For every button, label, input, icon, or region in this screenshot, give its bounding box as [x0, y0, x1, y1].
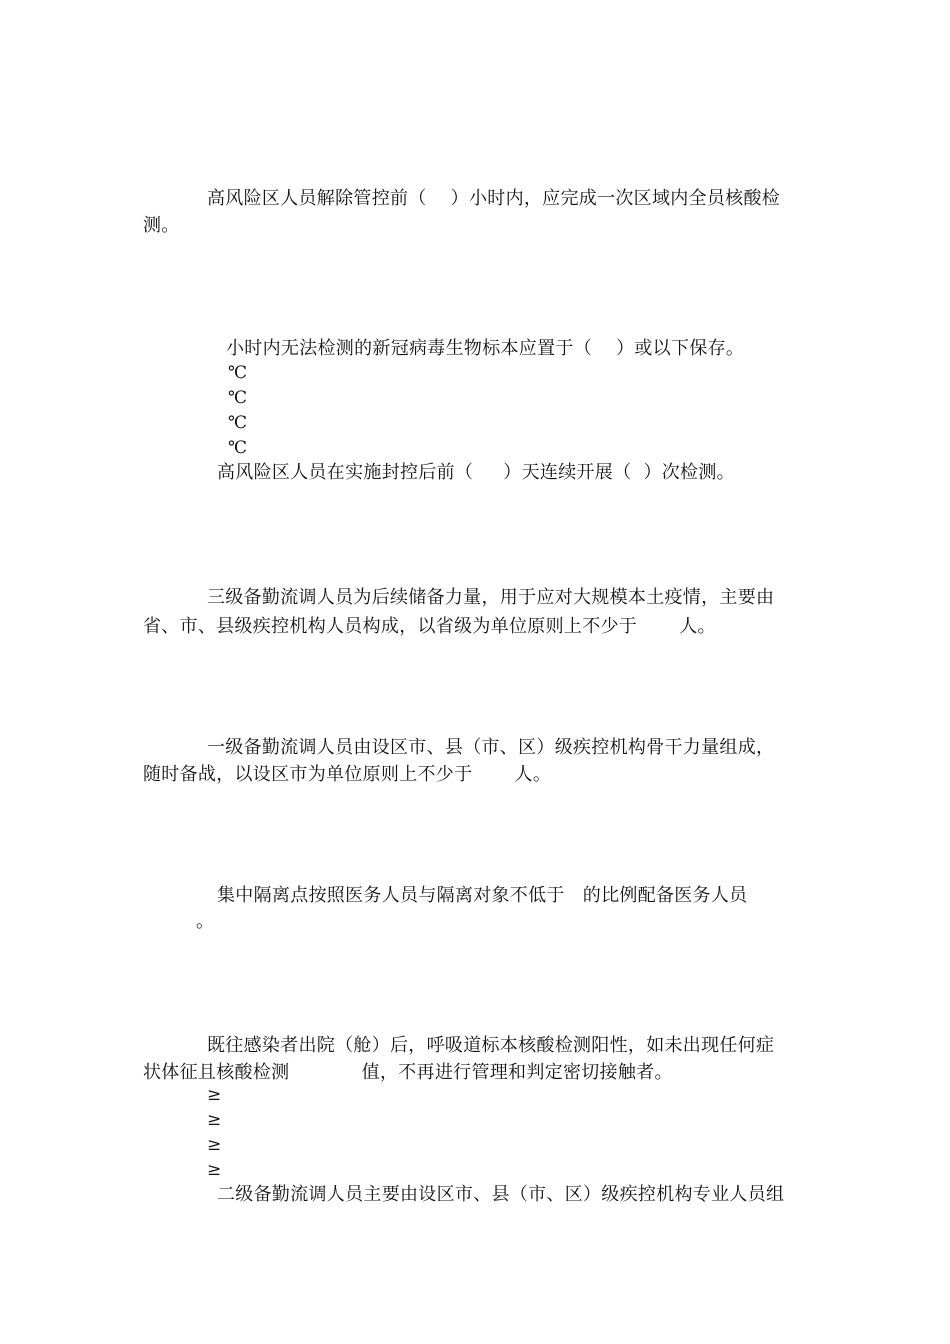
question-6-line-2: 。 [196, 911, 215, 932]
question-7-option-b: ≥ [207, 1110, 222, 1130]
question-1-line-2: 测。 [143, 215, 180, 236]
question-4-line-1: 三级备勤流调人员为后续储备力量，用于应对大规模本土疫情，主要由 [207, 587, 775, 608]
question-3-line-1: 高风险区人员在实施封控后前（ ）天连续开展（ ）次检测。 [217, 462, 735, 483]
question-7-option-c: ≥ [207, 1135, 222, 1155]
question-2-option-c: ℃ [228, 413, 248, 433]
question-2-option-b: ℃ [228, 388, 248, 408]
question-7-line-2: 状体征且核酸检测 值，不再进行管理和判定密切接触者。 [143, 1062, 673, 1083]
question-7-line-1: 既往感染者出院（舱）后，呼吸道标本核酸检测阳性，如未出现任何症 [207, 1035, 775, 1056]
question-5-line-1: 一级备勤流调人员由设区市、县（市、区）级疾控机构骨干力量组成， [207, 737, 775, 758]
question-2-option-d: ℃ [228, 438, 248, 458]
question-4-line-2: 省、市、县级疾控机构人员构成，以省级为单位原则上不少于 人。 [143, 616, 716, 637]
question-7-option-d: ≥ [207, 1160, 222, 1180]
question-6-line-1: 集中隔离点按照医务人员与隔离对象不低于 的比例配备医务人员 [217, 885, 748, 906]
question-7-option-a: ≥ [207, 1085, 222, 1105]
question-8-line-1: 二级备勤流调人员主要由设区市、县（市、区）级疾控机构专业人员组 [217, 1184, 785, 1205]
question-2-option-a: ℃ [228, 363, 248, 383]
question-1-line-1: 高风险区人员解除管控前（ ）小时内，应完成一次区域内全员核酸检 [207, 188, 781, 209]
question-2-line-1: 小时内无法检测的新冠病毒生物标本应置于（ ）或以下保存。 [226, 338, 745, 359]
question-5-line-2: 随时备战，以设区市为单位原则上不少于 人。 [143, 764, 552, 785]
